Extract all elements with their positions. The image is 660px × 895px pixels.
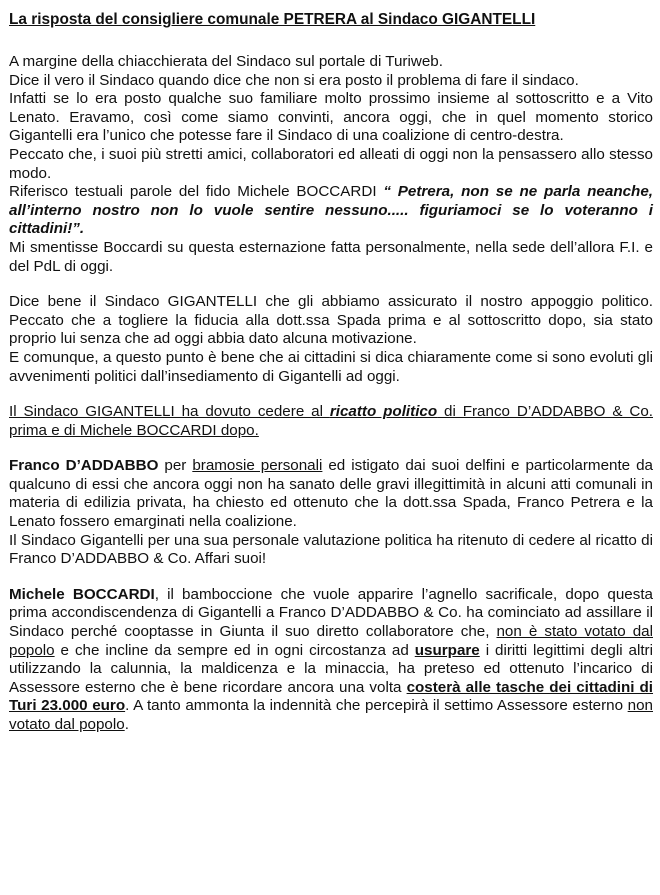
paragraph-boccardi bbox=[9, 586, 653, 735]
paragraph: Peccato che, i suoi più stretti amici, collaboratori ed alleati di oggi non la pensassero allo stesso modo. bbox=[9, 145, 653, 182]
paragraph-gap bbox=[9, 276, 653, 293]
boccardi-quote: “ Petrera, non se ne parla neanche, all’interno nostro non lo vuole sentire nessuno..... figuriamoci se lo voteranno i cittadini!”. bbox=[9, 183, 653, 238]
costo-emphasis: costerà alle tasche dei cittadini di Turi 23.000 euro bbox=[9, 678, 654, 715]
page-title: La risposta del consigliere comunale PETRERA al Sindaco GIGANTELLI bbox=[9, 11, 536, 28]
paragraph-quote bbox=[9, 183, 653, 239]
text-run: ed istigato dai suoi delfini e particolarmente da qualcuno di essi che ancora oggi non ha sanato delle gravi illegittimità in alcuni atti comunali in materia di edilizia privata, ha chiesto ed ottenuto che la dott.ssa Spada, Franco Petrera e la Lenato fossero emarginati nella coalizione. bbox=[9, 457, 653, 531]
paragraph: Il Sindaco Gigantelli per una sua personale valutazione politica ha ritenuto di cedere al ricatto di Franco D’ADDABBO & Co. Affari suoi! bbox=[9, 531, 653, 568]
text-run: , il bamboccione che vuole apparire l’agnello sacrificale, dopo questa prima accondiscendenza di Gigantelli a Franco D’ADDABBO & Co. ha cominciato ad assillare il Sindaco perché cooptasse in Giunta il suo diretto collaboratore che, bbox=[9, 585, 653, 641]
text-run: Il Sindaco GIGANTELLI ha dovuto cedere al bbox=[9, 403, 330, 421]
text-run: i diritti legittimi degli altri utilizzando la calunnia, la maldicenza e la minaccia, ha preteso ed ottenuto l’incarico di Assessore esterno che è bene ricordare ancora una volta bbox=[9, 641, 653, 696]
paragraph: A margine della chiacchierata del Sindaco sul portale di Turiweb. bbox=[9, 53, 443, 70]
document-body bbox=[9, 53, 653, 735]
name-daddabbo: Franco D’ADDABBO bbox=[9, 457, 159, 475]
ricatto-politico-emphasis: ricatto politico bbox=[329, 403, 438, 421]
non-votato-emphasis-2: non votato dal popolo bbox=[9, 697, 653, 733]
text-run: e che incline da sempre ed in ogni circostanza ad bbox=[54, 641, 415, 659]
paragraph: Dice bene il Sindaco GIGANTELLI che gli abbiamo assicurato il nostro appoggio politico. Peccato che a togliere la fiducia alla dott.ssa Spada prima e al sottoscritto dopo, sia stato proprio lui senza che ad oggi abbia dato alcuna motivazione. bbox=[9, 293, 653, 348]
paragraph: E comunque, a questo punto è bene che ai cittadini si dica chiaramente come si sono evoluti gli avvenimenti politici dall’insediamento di Gigantelli ad oggi. bbox=[9, 348, 653, 385]
quote-intro: Riferisco testuali parole del fido Michele BOCCARDI bbox=[9, 183, 384, 201]
non-votato-emphasis: non è stato votato dal popolo bbox=[9, 623, 653, 659]
paragraph-gap bbox=[9, 440, 653, 457]
paragraph-gap bbox=[9, 569, 653, 586]
paragraph-daddabbo bbox=[9, 457, 653, 531]
text-run: per bbox=[158, 457, 193, 475]
text-run: . bbox=[124, 716, 129, 733]
text-run: di Franco D’ADDABBO & Co. prima e di Michele BOCCARDI dopo. bbox=[9, 403, 653, 439]
paragraph: Dice il vero il Sindaco quando dice che non si era posto il problema di fare il sindaco. bbox=[9, 71, 579, 89]
paragraph-gap bbox=[9, 386, 653, 403]
name-boccardi: Michele BOCCARDI bbox=[9, 585, 155, 603]
text-run: . A tanto ammonta la indennità che percepirà il settimo Assessore esterno bbox=[125, 697, 628, 715]
paragraph-ricatto bbox=[9, 403, 653, 440]
bramosie-emphasis: bramosie personali bbox=[192, 457, 323, 475]
paragraph: Infatti se lo era posto qualche suo familiare molto prossimo insieme al sottoscritto e a Vito Lenato. Eravamo, così come siamo convinti, ancora oggi, che in quel momento storico Gigantelli era l’unico che potesse fare il Sindaco di una coalizione di centro-destra. bbox=[9, 90, 653, 145]
paragraph: Mi smentisse Boccardi su questa esternazione fatta personalmente, nella sede dell’allora F.I. e del PdL di oggi. bbox=[9, 238, 653, 275]
usurpare-emphasis: usurpare bbox=[414, 641, 480, 659]
